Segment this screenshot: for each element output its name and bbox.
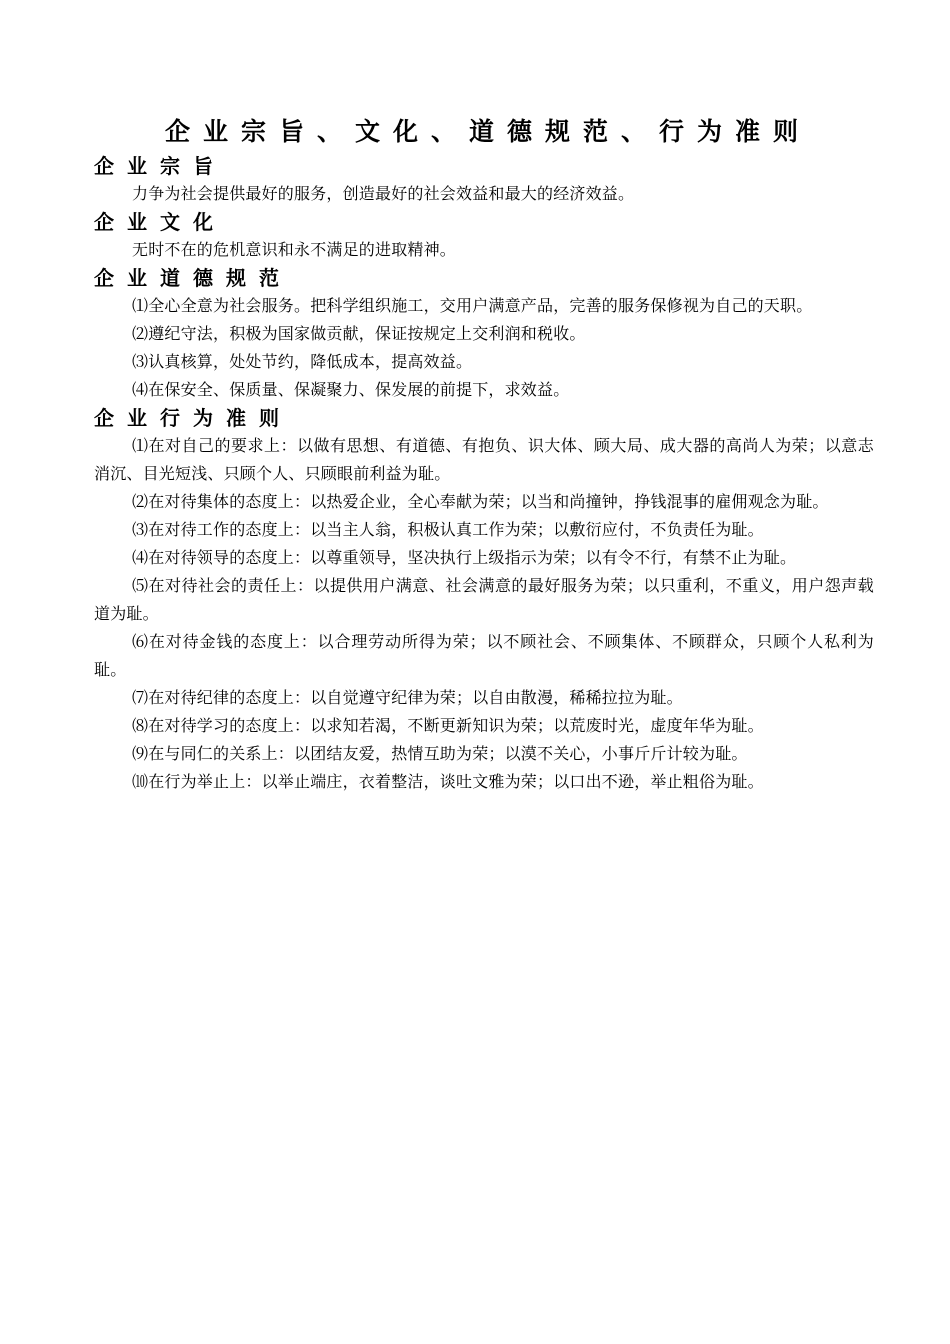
ethics-item: ⑷在保安全、保质量、保凝聚力、保发展的前提下，求效益。 [132,380,570,399]
conduct-item: ⑴在对自己的要求上：以做有思想、有道德、有抱负、识大体、顾大局、成大器的高尚人为荣；以意志消沉、目光短浅、只顾个人、只顾眼前利益为耻。 [94,436,874,483]
section-heading-conduct: 企业行为准则 [94,406,292,430]
ethics-item: ⑴全心全意为社会服务。把科学组织施工，交用户满意产品，完善的服务保修视为自己的天职。 [132,296,813,315]
document-page [94,112,874,796]
section-heading-ethics: 企业道德规范 [94,266,292,290]
conduct-item: ⑺在对待纪律的态度上：以自觉遵守纪律为荣；以自由散漫，稀稀拉拉为耻。 [132,688,683,707]
section-conduct [94,404,874,796]
conduct-item: ⑼在与同仁的关系上：以团结友爱，热情互助为荣；以漠不关心，小事斤斤计较为耻。 [132,744,748,763]
conduct-item: ⑻在对待学习的态度上：以求知若渴，不断更新知识为荣；以荒废时光，虚度年华为耻。 [132,716,764,735]
conduct-item: ⑶在对待工作的态度上：以当主人翁，积极认真工作为荣；以敷衍应付，不负责任为耻。 [132,520,764,539]
mission-paragraph: 力争为社会提供最好的服务，创造最好的社会效益和最大的经济效益。 [132,184,635,203]
culture-paragraph: 无时不在的危机意识和永不满足的进取精神。 [132,240,457,259]
ethics-item: ⑵遵纪守法，积极为国家做贡献，保证按规定上交利润和税收。 [132,324,586,343]
conduct-item: ⑵在对待集体的态度上：以热爱企业，全心奉献为荣；以当和尚撞钟，挣钱混事的雇佣观念为耻。 [132,492,829,511]
section-heading-culture: 企业文化 [94,210,226,234]
conduct-item: ⑷在对待领导的态度上：以尊重领导，坚决执行上级指示为荣；以有令不行，有禁不止为耻。 [132,548,797,567]
section-ethics [94,264,874,404]
ethics-item: ⑶认真核算，处处节约，降低成本，提高效益。 [132,352,473,371]
document-title: 企业宗旨、文化、道德规范、行为准则 [164,117,811,146]
conduct-item: ⑸在对待社会的责任上：以提供用户满意、社会满意的最好服务为荣；以只重利，不重义，用户怨声载道为耻。 [94,576,874,623]
section-mission [94,152,874,208]
section-heading-mission: 企业宗旨 [94,154,226,178]
conduct-item: ⑹在对待金钱的态度上：以合理劳动所得为荣；以不顾社会、不顾集体、不顾群众，只顾个人私利为耻。 [94,632,874,679]
section-culture [94,208,874,264]
conduct-item: ⑽在行为举止上：以举止端庄，衣着整洁，谈吐文雅为荣；以口出不逊，举止粗俗为耻。 [132,772,764,791]
